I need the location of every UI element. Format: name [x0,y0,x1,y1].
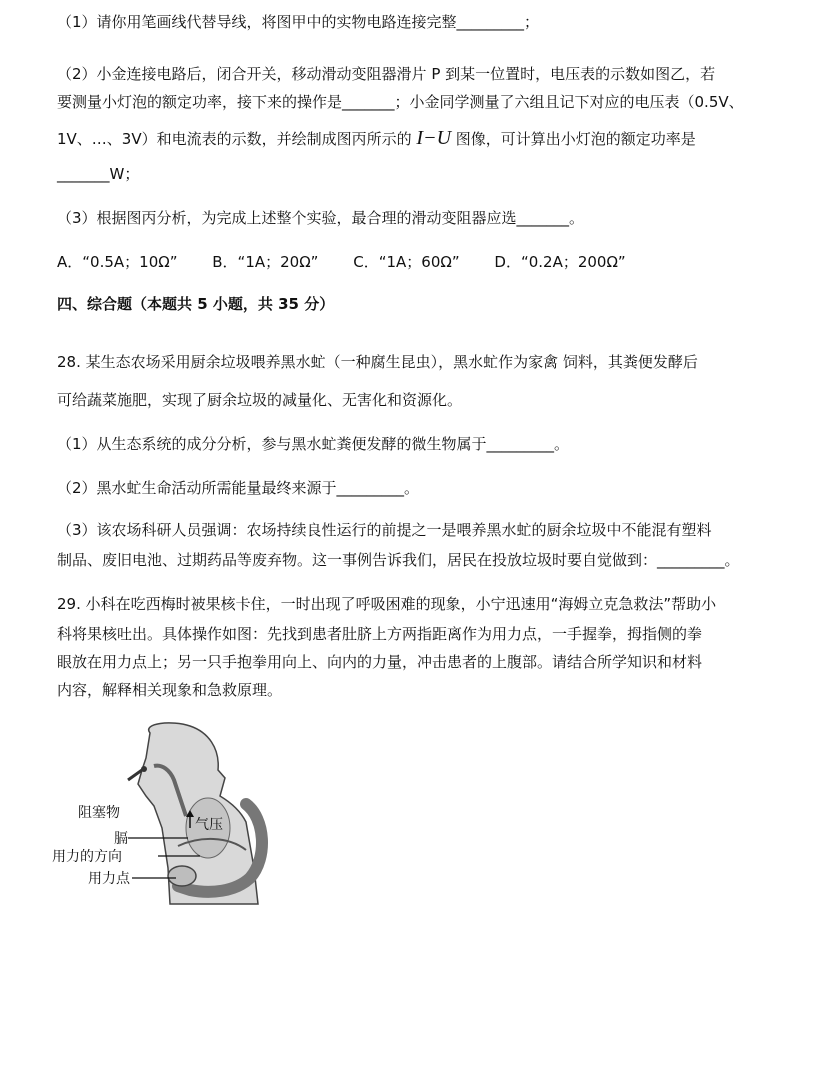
section-heading: 四、综合题（本题共 5 小题，共 35 分） [57,295,335,313]
obstruction-tip [141,766,147,772]
heimlich-figure [50,718,270,908]
q27-part2-line4: _______W； [57,165,140,183]
q27-part3: （3）根据图丙分析，为完成上述整个实验，最合理的滑动变阻器应选_______。 [57,209,585,227]
q29-line3: 眼放在用力点上；另一只手抱拳用向上、向内的力量，冲击患者的上腹部。请结合所学知识和材料 [57,653,703,671]
option-a: A．“0.5A；10Ω” [57,253,178,271]
q28-part3-line1: （3）该农场科研人员强调：农场持续良性运行的前提之一是喂养黑水虻的厨余垃圾中不能混有塑料 [57,521,712,539]
option-b: B．“1A；20Ω” [212,253,319,271]
q27-options [57,252,656,272]
q27-part2-line1: （2）小金连接电路后，闭合开关，移动滑动变阻器滑片 P 到某一位置时，电压表的示数如图乙，若 [57,65,716,83]
q29-line2: 科将果核吐出。具体操作如图：先找到患者肚脐上方两指距离作为用力点，一手握拳，拇指侧的拳 [57,625,703,643]
q27-part2-line3 [57,128,696,149]
q28-line1: 28. 某生态农场采用厨余垃圾喂养黑水虻（一种腐生昆虫），黑水虻作为家禽 饲料，其粪便发酵后 [57,353,698,371]
iu-formula: I−U [416,127,452,149]
q28-part1: （1）从生态系统的成分分析，参与黑水虻粪便发酵的微生物属于_________。 [57,435,570,453]
force-point-label: 用力点 [88,871,130,887]
diaphragm-label: 膈 [114,831,128,847]
option-d: D．“0.2A；200Ω” [494,253,626,271]
option-c: C．“1A；60Ω” [353,253,460,271]
q28-part3-line2: 制品、废旧电池、过期药品等废弃物。这一事例告诉我们，居民在投放垃圾时要自觉做到：_________。 [57,551,740,569]
q28-part2: （2）黑水虻生命活动所需能量最终来源于_________。 [57,479,420,497]
obstruction-label: 阻塞物 [78,805,120,821]
q29-line1: 29. 小科在吃西梅时被果核卡住，一时出现了呼吸困难的现象，小宁迅速用“海姆立克急救法”帮助小 [57,595,717,613]
q27-part2-line3-post: 图像，可计算出小灯泡的额定功率是 [455,130,696,148]
q27-part2-line3-pre: 1V、…、3V）和电流表的示数，并绘制成图丙所示的 [57,130,412,148]
q28-line2: 可给蔬菜施肥，实现了厨余垃圾的减量化、无害化和资源化。 [57,391,463,409]
q27-part2-line2: 要测量小灯泡的额定功率，接下来的操作是_______；小金同学测量了六组且记下对应的电压表（0.5V、 [57,93,744,111]
force-direction-label: 用力的方向 [52,849,122,865]
fist-shape [168,866,196,886]
q29-line4: 内容，解释相关现象和急救原理。 [57,681,283,699]
q27-part1: （1）请你用笔画线代替导线，将图甲中的实物电路连接完整_________； [57,13,540,31]
air-pressure-label: 气压 [195,817,223,833]
